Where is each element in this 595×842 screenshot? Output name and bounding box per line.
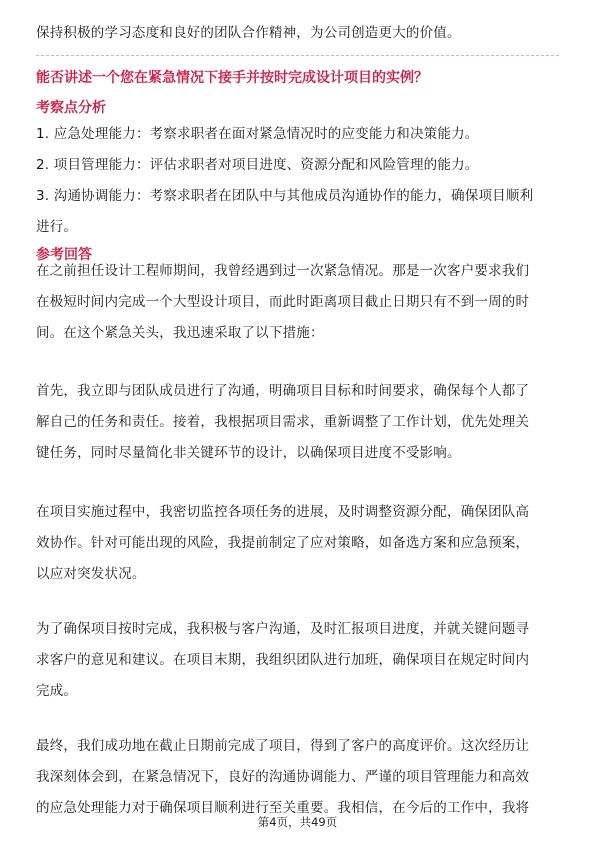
answer-line: 求客户的意见和建议。在项目末期，我组织团队进行加班，确保项目在规定时间内 xyxy=(36,652,530,668)
analysis-list xyxy=(36,119,568,243)
answer-line: 我深刻体会到，在紧急情况下，良好的沟通协调能力、严谨的项目管理能力和高效 xyxy=(36,769,530,785)
answer-line: 间。在这个紧急关头，我迅速采取了以下措施： xyxy=(36,325,324,341)
answer-line: 首先，我立即与团队成员进行了沟通，明确项目目标和时间要求，确保每个人都了 xyxy=(36,383,530,399)
intro-line: 保持积极的学习态度和良好的团队合作精神，为公司创造更大的价值。 xyxy=(36,25,461,41)
answer-line: 的应急处理能力对于确保项目顺利进行至关重要。我相信，在今后的工作中，我将 xyxy=(36,800,530,816)
answer-line: 在项目实施过程中，我密切监控各项任务的进展，及时调整资源分配，确保团队高 xyxy=(36,504,530,520)
answer-line: 完成。 xyxy=(36,683,78,699)
answer-heading: 参考回答 xyxy=(36,247,92,263)
answer-line: 以应对突发状况。 xyxy=(36,566,146,582)
analysis-heading: 考察点分析 xyxy=(36,100,106,116)
answer-paragraph-5 xyxy=(36,731,568,824)
answer-line: 为了确保项目按时完成，我积极与客户沟通，及时汇报项目进度，并就关键问题寻 xyxy=(36,621,530,637)
answer-line: 在之前担任设计工程师期间，我曾经遇到过一次紧急情况。那是一次客户要求我们 xyxy=(36,263,530,279)
analysis-item-1: 1. 应急处理能力：考察求职者在面对紧急情况时的应变能力和决策能力。 xyxy=(36,126,479,142)
interview-question: 能否讲述一个您在紧急情况下接手并按时完成设计项目的实例？ xyxy=(36,70,428,86)
intro-paragraph xyxy=(36,18,568,49)
answer-line: 键任务，同时尽量简化非关键环节的设计，以确保项目进度不受影响。 xyxy=(36,445,461,461)
answer-line: 在极短时间内完成一个大型设计项目，而此时距离项目截止日期只有不到一周的时 xyxy=(36,294,530,310)
answer-line: 最终，我们成功地在截止日期前完成了项目，得到了客户的高度评价。这次经历让 xyxy=(36,738,530,754)
answer-paragraph-1 xyxy=(36,256,568,349)
analysis-item-3: 3. 沟通协调能力：考察求职者在团队中与其他成员沟通协作的能力，确保项目顺利 xyxy=(36,188,534,204)
answer-paragraph-4 xyxy=(36,614,568,707)
answer-line: 效协作。针对可能出现的风险，我提前制定了应对策略，如备选方案和应急预案， xyxy=(36,535,530,551)
page-number: 第4页，共49页 xyxy=(257,815,338,829)
question-divider xyxy=(36,55,559,56)
answer-line: 解自己的任务和责任。接着，我根据项目需求，重新调整了工作计划，优先处理关 xyxy=(36,414,530,430)
analysis-item-2: 2. 项目管理能力：评估求职者对项目进度、资源分配和风险管理的能力。 xyxy=(36,157,479,173)
answer-paragraph-3 xyxy=(36,497,568,590)
analysis-item-3-cont: 进行。 xyxy=(36,219,78,235)
answer-paragraph-2 xyxy=(36,376,568,469)
